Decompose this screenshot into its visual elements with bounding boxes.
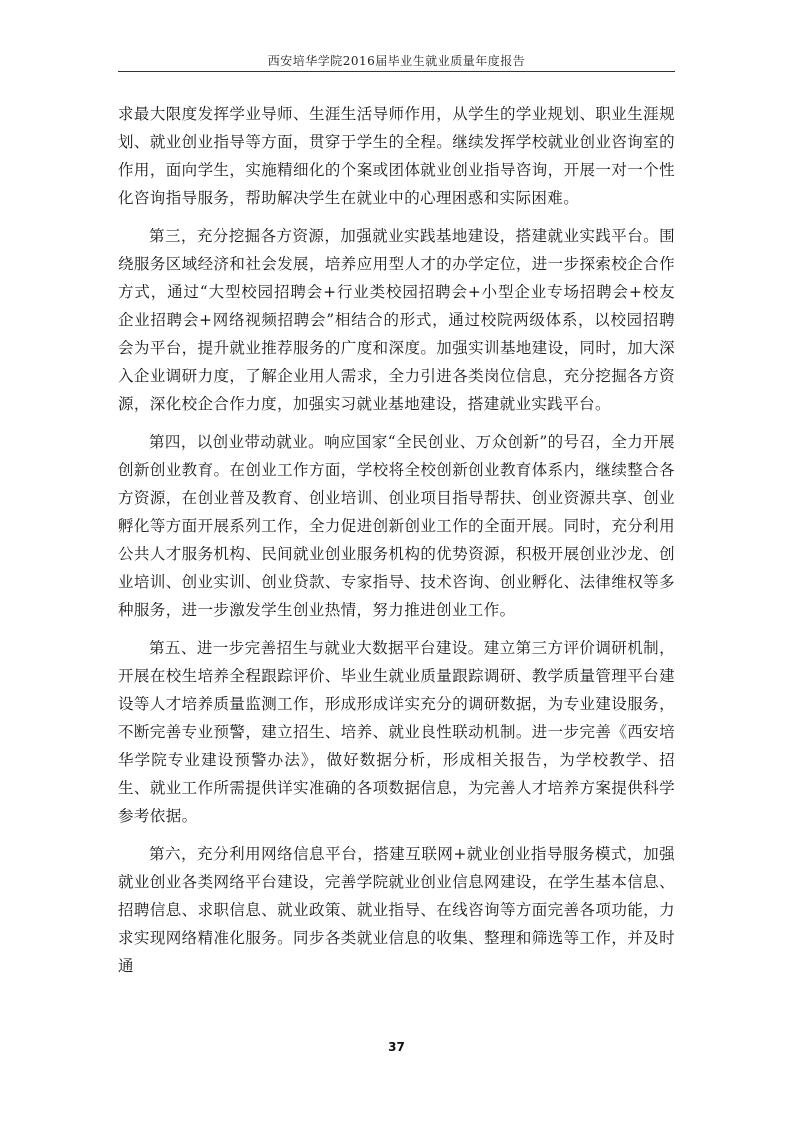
paragraph-fifth: 第五、进一步完善招生与就业大数据平台建设。建立第三方评价调研机制，开展在校生培养全程跟踪评价、毕业生就业质量跟踪调研、教学质量管理平台建设等人才培养质量监测工作，形成形成详实充分的调研数据，为专业建设服务，不断完善专业预警，建立招生、培养、就业良性联动机制。进一步完善《西安培华学院专业建设预警办法》，做好数据分析，形成相关报告，为学校教学、招生、就业工作所需提供详实准确的各项数据信息，为完善人才培养方案提供科学参考依据。 bbox=[118, 639, 675, 825]
page-number: 37 bbox=[388, 1040, 405, 1054]
body-text bbox=[118, 100, 675, 990]
paragraph-sixth: 第六，充分利用网络信息平台，搭建互联网+就业创业指导服务模式，加强就业创业各类网络平台建设，完善学院就业创业信息网建设，在学生基本信息、招聘信息、求职信息、就业政策、就业指导、在线咨询等方面完善各项功能，力求实现网络精准化服务。同步各类就业信息的收集、整理和筛选等工作，并及时通 bbox=[118, 845, 675, 975]
running-header: 西安培华学院2016届毕业生就业质量年度报告 bbox=[267, 54, 526, 68]
paragraph-continuation: 求最大限度发挥学业导师、生涯生活导师作用，从学生的学业规划、职业生涯规划、就业创业指导等方面，贯穿于学生的全程。继续发挥学校就业创业咨询室的作用，面向学生，实施精细化的个案或团体就业创业指导咨询，开展一对一个性化咨询指导服务，帮助解决学生在就业中的心理困惑和实际困难。 bbox=[118, 105, 675, 207]
header-divider bbox=[118, 71, 675, 72]
paragraph-fourth: 第四，以创业带动就业。响应国家“全民创业、万众创新”的号召，全力开展创新创业教育。在创业工作方面，学校将全校创新创业教育体系内，继续整合各方资源，在创业普及教育、创业培训、创业项目指导帮扶、创业资源共享、创业孵化等方面开展系列工作，全力促进创新创业工作的全面开展。同时，充分利用公共人才服务机构、民间就业创业服务机构的优势资源，积极开展创业沙龙、创业培训、创业实训、创业贷款、专家指导、技术咨询、创业孵化、法律维权等多种服务，进一步激发学生创业热情，努力推进创业工作。 bbox=[118, 433, 675, 619]
paragraph-third: 第三，充分挖掘各方资源，加强就业实践基地建设，搭建就业实践平台。围绕服务区域经济和社会发展，培养应用型人才的办学定位，进一步探索校企合作方式，通过“大型校园招聘会+行业类校园招聘会+小型企业专场招聘会+校友企业招聘会+网络视频招聘会”相结合的形式，通过校院两级体系，以校园招聘会为平台，提升就业推荐服务的广度和深度。加强实训基地建设，同时，加大深入企业调研力度，了解企业用人需求，全力引进各类岗位信息，充分挖掘各方资源，深化校企合作力度，加强实习就业基地建设，搭建就业实践平台。 bbox=[118, 227, 675, 413]
